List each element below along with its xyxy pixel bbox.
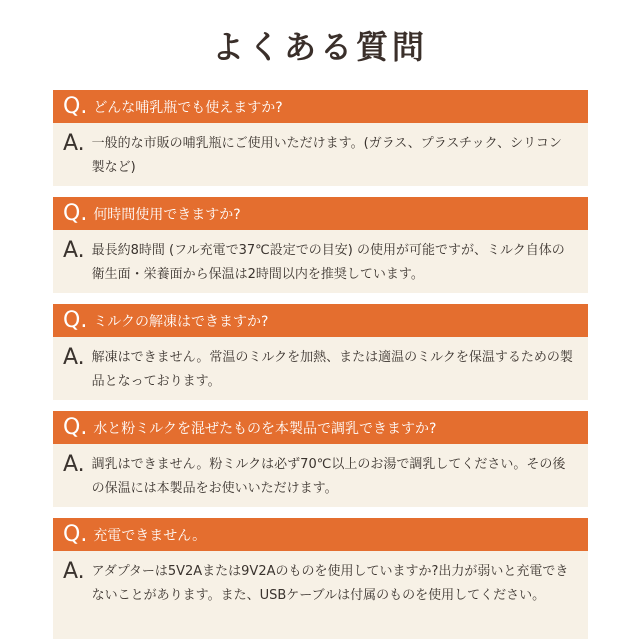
question-mark: Q. [63, 201, 88, 226]
answer-mark: A. [63, 238, 85, 263]
answer-mark: A. [63, 452, 85, 477]
answer-text: 最長約8時間 (フル充電で37℃設定での目安) の使用が可能ですが、ミルク自体の衛生面・栄養面から保温は2時間以内を推奨しています。 [91, 243, 565, 282]
faq-question-5 [53, 518, 588, 551]
faq-list [53, 90, 588, 639]
question-text: 水と粉ミルクを混ぜたものを本製品で調乳できますか? [93, 420, 437, 437]
faq-answer-3 [53, 337, 588, 400]
question-mark: Q. [63, 94, 88, 119]
question-mark: Q. [63, 522, 88, 547]
faq-answer-4 [53, 444, 588, 507]
faq-answer-1 [53, 123, 588, 186]
answer-mark: A. [63, 559, 85, 584]
faq-question-3 [53, 304, 588, 337]
question-text: ミルクの解凍はできますか? [93, 313, 269, 330]
question-text: どんな哺乳瓶でも使えますか? [93, 99, 283, 116]
answer-text: 解凍はできません。常温のミルクを加熱、または適温のミルクを保温するための製品となっております。 [91, 350, 573, 389]
answer-text: 調乳はできません。粉ミルクは必ず70℃以上のお湯で調乳してください。その後の保温には本製品をお使いいただけます。 [91, 457, 566, 496]
faq-question-2 [53, 197, 588, 230]
faq-answer-5 [53, 551, 588, 639]
question-mark: Q. [63, 415, 88, 440]
answer-text: 一般的な市販の哺乳瓶にご使用いただけます。(ガラス、プラスチック、シリコン製など) [91, 136, 562, 175]
question-text: 何時間使用できますか? [93, 206, 241, 223]
answer-text: アダプターは5V2Aまたは9V2Aのものを使用していますか?出力が弱いと充電できないことがあります。また、USBケーブルは付属のものを使用してください。 [91, 564, 569, 603]
page-title: よくある質問 [211, 28, 428, 66]
question-text: 充電できません。 [93, 527, 207, 544]
answer-mark: A. [63, 131, 85, 156]
faq-question-1 [53, 90, 588, 123]
faq-answer-2 [53, 230, 588, 293]
question-mark: Q. [63, 308, 88, 333]
answer-mark: A. [63, 345, 85, 370]
faq-question-4 [53, 411, 588, 444]
